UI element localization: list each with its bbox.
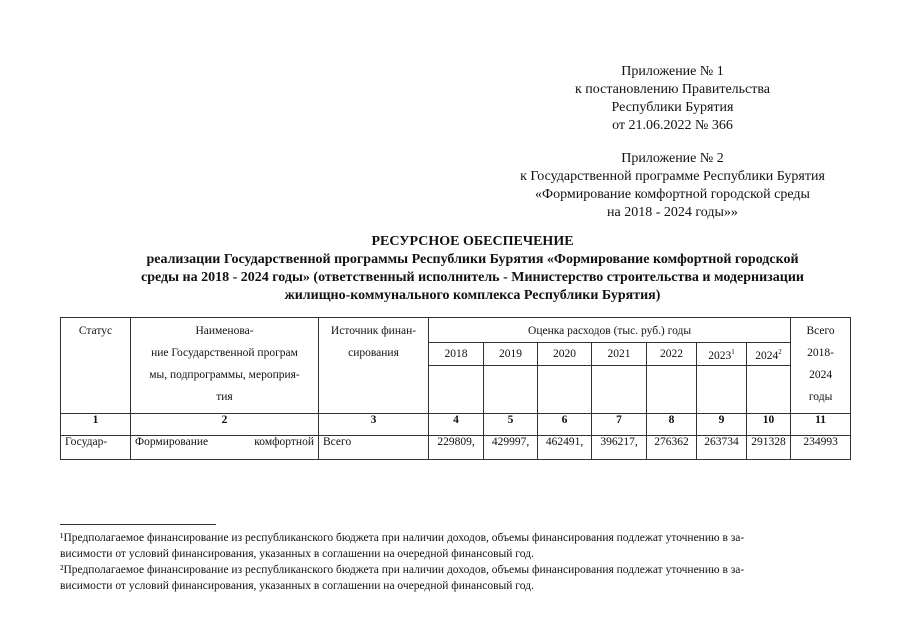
appendix-2-line: на 2018 - 2024 годы»»	[607, 205, 738, 220]
column-number: 2	[131, 414, 319, 436]
title-line: жилищно-коммунального комплекса Республики Бурятия)	[284, 288, 661, 303]
header-estimate: Оценка расходов (тыс. руб.) годы	[429, 318, 791, 343]
column-number: 9	[697, 414, 747, 436]
column-number: 4	[429, 414, 484, 436]
footnote-2-line: ²Предполагаемое финансирование из республиканского бюджета при наличии доходов, объемы финансирования подлежат уточнению в за-	[60, 564, 745, 576]
header-name: Наименова- ние Государственной програм мы, подпрограммы, мероприя- тия	[131, 318, 319, 414]
column-number: 3	[319, 414, 429, 436]
column-number: 5	[484, 414, 538, 436]
header-year: 2022	[647, 343, 697, 366]
row-value: 429997,	[484, 436, 538, 460]
title-line: среды на 2018 - 2024 годы» (ответственный исполнитель - Министерство строительства и модернизации	[141, 270, 804, 285]
appendix-1-line: Приложение № 1	[621, 64, 724, 79]
column-number: 10	[747, 414, 791, 436]
column-number-row	[61, 414, 851, 436]
appendix-1-block	[480, 63, 865, 135]
row-status: Государ-	[61, 436, 131, 460]
column-number: 8	[647, 414, 697, 436]
row-value: 234993	[791, 436, 851, 460]
appendix-1-line: Республики Бурятия	[611, 100, 734, 115]
row-value: 291328	[747, 436, 791, 460]
footnote-divider	[60, 524, 216, 525]
row-name: Формирование комфортной	[131, 436, 319, 460]
header-source: Источник финан- сирования	[319, 318, 429, 414]
header-year: 2018	[429, 343, 484, 366]
header-year: 2019	[484, 343, 538, 366]
header-total: Всего 2018- 2024 годы	[791, 318, 851, 414]
column-number: 11	[791, 414, 851, 436]
header-year: 2024$^2$	[747, 343, 791, 366]
title-heading: РЕСУРСНОЕ ОБЕСПЕЧЕНИЕ	[371, 234, 574, 249]
document-title	[40, 233, 905, 305]
table-row	[61, 436, 851, 460]
footnotes	[60, 530, 860, 594]
appendix-2-block	[480, 150, 865, 222]
column-number: 7	[592, 414, 647, 436]
column-number: 6	[538, 414, 592, 436]
appendix-1-line: от 21.06.2022 № 366	[612, 118, 733, 133]
header-year: 2023$^1$	[697, 343, 747, 366]
appendix-2-line: Приложение № 2	[621, 151, 724, 166]
appendix-2-line: к Государственной программе Республики Бурятия	[520, 169, 825, 184]
row-value: 276362	[647, 436, 697, 460]
row-value: 229809,	[429, 436, 484, 460]
appendix-1-line: к постановлению Правительства	[574, 82, 771, 97]
footnote-2-line: висимости от условий финансирования, указанных в соглашении на очередной финансовый год.	[60, 580, 534, 592]
header-year: 2020	[538, 343, 592, 366]
footnote-1-line: висимости от условий финансирования, указанных в соглашении на очередной финансовый год.	[60, 548, 534, 560]
footnote-1-line: ¹Предполагаемое финансирование из республиканского бюджета при наличии доходов, объемы финансирования подлежат уточнению в за-	[60, 532, 745, 544]
title-line: реализации Государственной программы Республики Бурятия «Формирование комфортной городской	[146, 252, 799, 267]
header-year: 2021	[592, 343, 647, 366]
table-header-row	[61, 318, 851, 343]
header-status: Статус	[61, 318, 131, 414]
row-value: 396217,	[592, 436, 647, 460]
footnote-ref: 2	[778, 348, 782, 357]
row-value: 263734	[697, 436, 747, 460]
resource-table	[60, 317, 851, 460]
row-source: Всего	[319, 436, 429, 460]
row-value: 462491,	[538, 436, 592, 460]
column-number: 1	[61, 414, 131, 436]
appendix-2-line: «Формирование комфортной городской среды	[535, 187, 810, 202]
footnote-ref: 1	[731, 348, 735, 357]
